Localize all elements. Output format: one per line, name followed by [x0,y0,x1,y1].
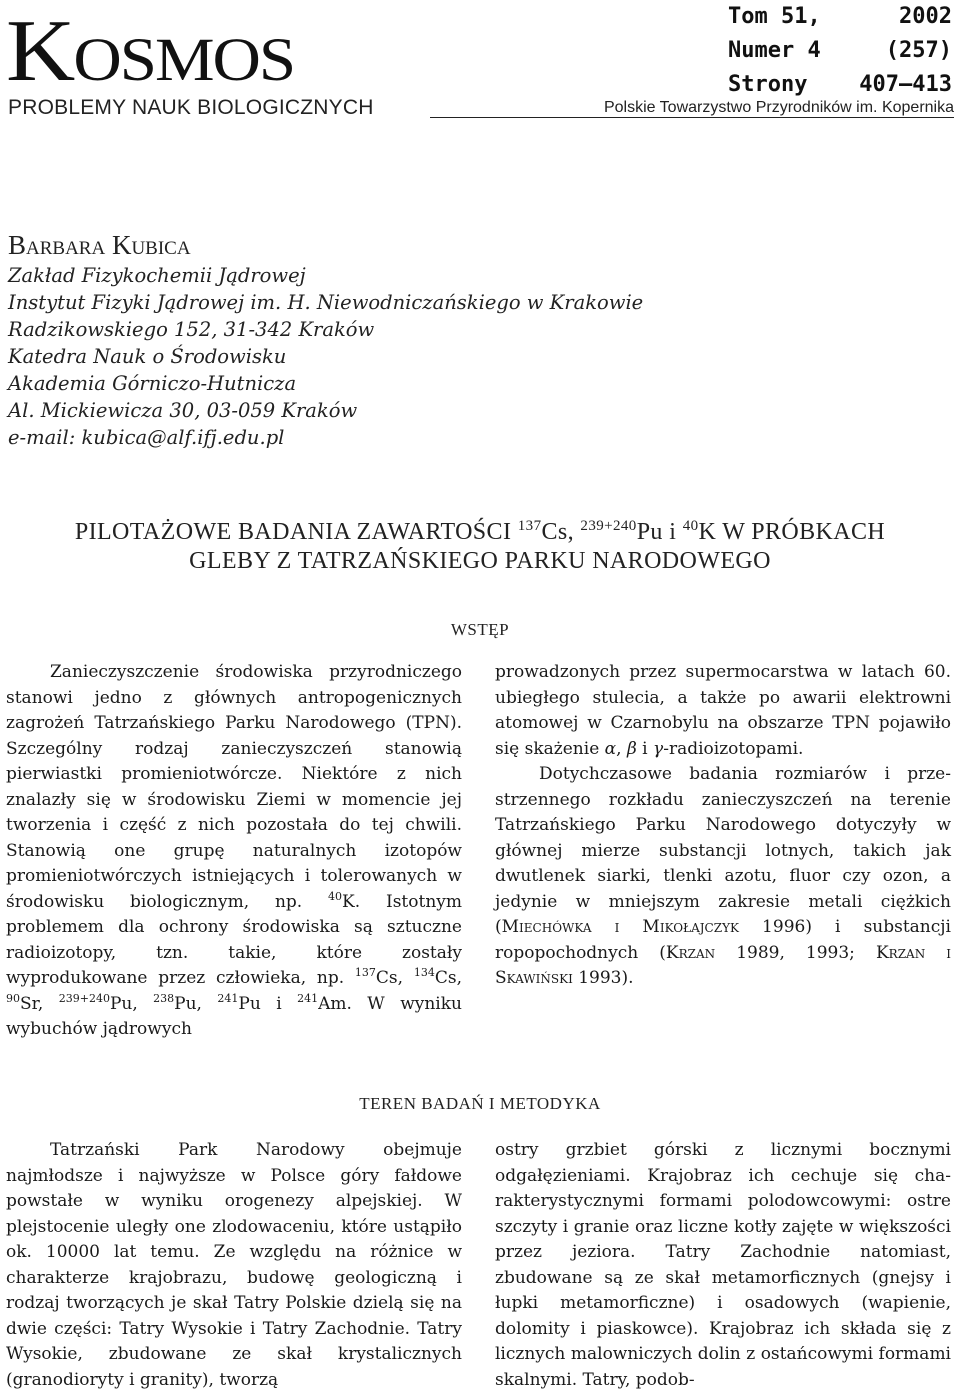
paragraph: ostry grzbiet górski z licznymi bocznymi odgałęzieniami. Krajobraz ich cechuje się charakterystycznymi formami polodowcowymi: ostre szczyty i granie oraz liczne kotły zajęte w większości przez jeziora. Tatry Zachodnie natomiast, zbudowane są ze skał metamorficznych (gnejsy i łupki metamorficzne) i osadowych (wapienie, dolomity i piaskowce). Krajobraz ich składa się z licznych malowniczych dolin z ostańcowymi formami skalnymi. Tatry, podob- [495,1140,951,1390]
isotope-mass: 134 [413,966,435,979]
paragraph [495,762,951,992]
text-run: Sr, [20,993,59,1014]
isotope-mass: 40 [682,518,699,534]
text-run: Am. W wyniku wybuchów jądrowych [6,993,462,1039]
text-run: prowadzonych przez supermocarstwa w latach 60. ubiegłego stulecia, a także po awarii elektrowni atomowej w Czarnobylu na obszarze TPN pojawiło się skażenie [495,662,951,759]
paragraph [6,660,462,1043]
text-run: 1989, 1993; [715,942,876,963]
methods-right-column [495,1138,951,1393]
title-line-2: GLEBY Z TATRZAŃSKIEGO PARKU NARODOWEGO [189,548,771,574]
greek-alpha: α [604,738,617,759]
year: 2002 [899,4,952,29]
citation-author: Krzan [665,942,716,963]
text-run: Dotychczasowe badania rozmiarów i przestrzennego rozkładu zanieczyszczeń na terenie Tatrzańskiego Parku Narodowego dotyczyły w głównej mierze substancji lotnych, takich jak dwutlenek siarki, tlenki azotu, fluor czy ozon, a jedynie w mniejszym zakresie metali ciężkich ( [495,764,951,937]
number-total: (257) [885,38,952,63]
article-title [0,518,960,576]
text-run: Cs, [434,968,462,988]
text-run: Zanieczyszczenie środowiska przyrodniczego stanowi jedno z głównych antropogenicznych zagrożeń Tatrzańskiego Parku Narodowego (TPN). Szczególny rodzaj zanieczyszczeń stanowią pierwiastki promieniotwórcze. Niektóre z nich znalazły się w środowisku Ziemi w momencie jej tworzenia i część z nich pozostała do tej chwili. Stanowią one grupę naturalnych izotopów promieniotwórczych istniejących i tolerowanych w środowisku biologicznym, np. [6,662,462,912]
isotope-mass: 239+240 [58,991,110,1005]
affiliation-line: Radzikowskiego 152, 31-342 Kraków [8,318,375,341]
citation-author: Miechówka i Mikołajczyk [501,917,739,937]
title-line-1 [0,518,960,547]
author-email[interactable]: e-mail: kubica@alf.ifj.edu.pl [8,426,285,449]
affiliation-line: Katedra Nauk o Środowisku [8,345,287,368]
title-text: Pu i [636,519,683,545]
text-run: 1996) i substancji ropopochodnych ( [495,917,951,963]
isotope-mass: 137 [354,966,376,979]
author-name: Barbara Kubica [8,230,191,260]
masthead-rule [430,117,954,118]
society-name: Polskie Towarzystwo Przyrodników im. Kopernika [603,99,954,116]
text-run: Pu, [174,993,218,1014]
section-heading-methods: TEREN BADAŃ I METODYKA [359,1094,601,1113]
text-run: K. Istotnym problemem dla ochrony środowiska są sztuczne radioizotopy, tzn. takie, które zostały wyprodukowane przez człowieka, np. [6,891,462,988]
pages-label: Strony [728,72,808,97]
title-text: K W PRÓBKACH [698,519,886,545]
author-affiliation [8,262,768,451]
text-run: Pu i [238,993,298,1014]
text-run: , [616,738,627,759]
title-text: Cs, [541,519,581,545]
title-text: PILOTAŻOWE BADANIA ZAWARTOŚCI [74,519,518,545]
affiliation-line: Zakład Fizykochemii Jądrowej [8,264,306,287]
text-run: i [636,738,654,759]
number-label: Numer 4 [728,38,821,63]
affiliation-line: Instytut Fizyki Jądrowej im. H. Niewodniczańskiego w Krakowie [8,291,644,314]
intro-left-column [6,660,462,1043]
pages-range: 407–413 [859,72,952,97]
text-run: 1993). [572,968,634,988]
intro-right-column [495,660,951,992]
isotope-mass: 137 [517,518,542,534]
greek-gamma: γ [653,738,664,759]
issue-info [728,0,952,102]
journal-logo: Kosmos [6,0,295,100]
isotope-mass: 40 [328,889,343,903]
affiliation-line: Akademia Górniczo-Hutnicza [8,372,297,395]
volume-label: Tom 51, [728,4,821,29]
greek-beta: β [626,738,637,759]
isotope-mass: 239+240 [580,518,637,534]
methods-left-column [6,1138,462,1393]
affiliation-line: Al. Mickiewicza 30, 03-059 Kraków [8,399,358,422]
citation-author: Krzan i Skawiński [495,942,951,988]
paragraph: Tatrzański Park Narodowy obejmuje najmłodsze i najwyższe w Polsce góry fałdowe powstałe w wyniku orogenezy alpejskiej. W plejstocenie uległy one zlodowaceniu, które ustąpiło ok. 10000 lat temu. Ze względu na różnice w charakterze krajobrazu, budowę geologiczną i rodzaj tworzących je skał Tatry Polskie dzielą się na dwie części: Tatry Wysokie i Tatry Zachodnie. Tatry Wysokie, zbudowane ze skał krystalicznych (granodioryty i granity), tworzą [6,1140,462,1390]
paragraph [495,660,951,762]
isotope-mass: 90 [6,991,20,1005]
text-run: -radioizotopami. [663,738,804,759]
isotope-mass: 241 [217,991,239,1005]
journal-subtitle: PROBLEMY NAUK BIOLOGICZNYCH [8,96,374,119]
isotope-mass: 241 [297,991,319,1005]
text-run: Cs, [375,968,414,988]
isotope-mass: 238 [153,991,175,1005]
section-heading-intro: WSTĘP [450,620,510,639]
text-run: Pu, [109,993,154,1014]
